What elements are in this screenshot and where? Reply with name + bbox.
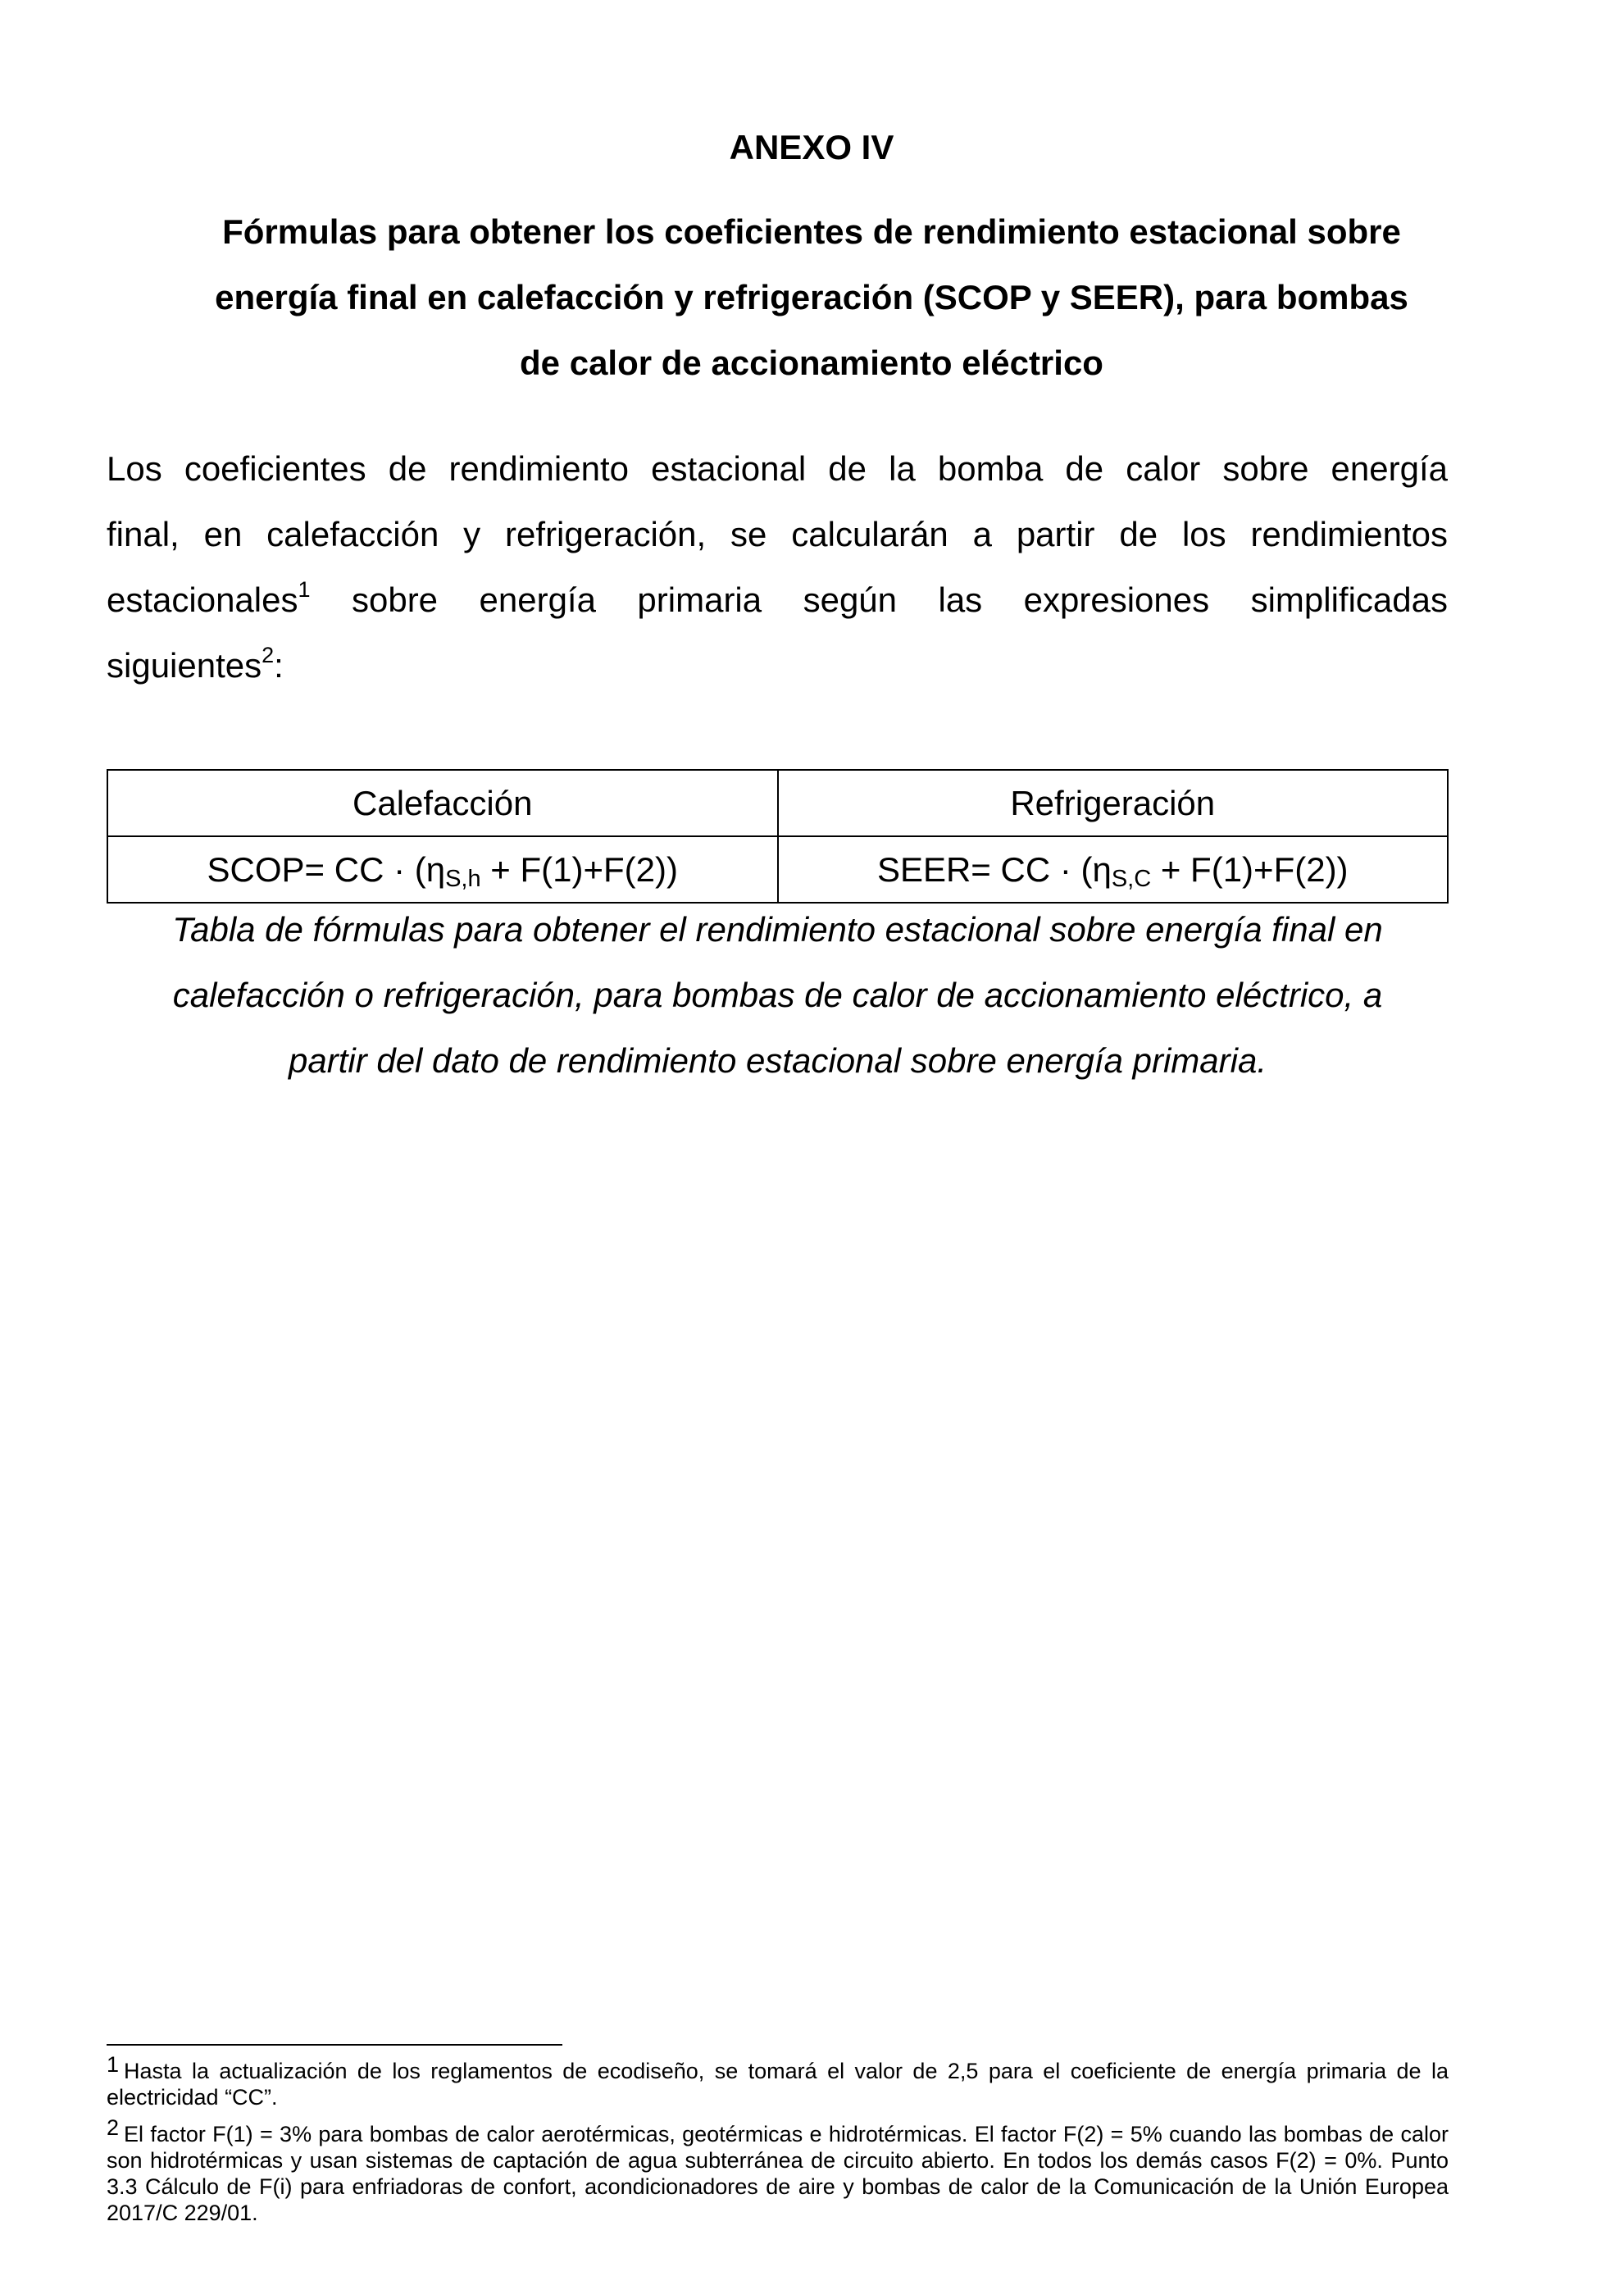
table-caption	[107, 897, 1449, 1094]
table-header-heating: Calefacción	[107, 770, 778, 836]
footnote-ref-2: 2	[262, 643, 275, 667]
subtitle-line: Fórmulas para obtener los coeficientes de rendimiento estacional sobre	[222, 212, 1401, 251]
paragraph-text: estacionales	[107, 580, 298, 619]
formula-subscript: S,h	[445, 866, 481, 892]
formula-subscript: S,C	[1111, 866, 1152, 892]
footnote-2	[107, 2115, 1449, 2226]
paragraph-text: sobre energía primaria según las expresiones simplificadas	[310, 580, 1448, 619]
footnote-ref-1: 1	[298, 577, 311, 602]
scop-formula: SCOP= CC · $(\eta_{S,h} + F(1)+F(2))$	[107, 836, 778, 903]
footnote-1	[107, 2052, 1449, 2110]
table-header-cooling: Refrigeración	[778, 770, 1449, 836]
footnote-text: Hasta la actualización de los reglamentos de ecodiseño, se tomará el valor de 2,5 para el coeficiente de energía primaria de la electricidad “CC”.	[107, 2059, 1449, 2110]
paragraph-text: siguientes	[107, 646, 262, 685]
caption-line: calefacción o refrigeración, para bombas de calor de accionamiento eléctrico, a	[172, 976, 1383, 1014]
footnote-marker: 2	[107, 2115, 120, 2140]
intro-paragraph	[107, 436, 1448, 699]
paragraph-line: final, en calefacción y refrigeración, se calcularán a partir de los rendimientos	[107, 515, 1448, 553]
formulas-table	[107, 769, 1449, 904]
caption-line: Tabla de fórmulas para obtener el rendimiento estacional sobre energía final en	[172, 910, 1383, 949]
footnotes	[107, 2052, 1449, 2237]
annex-title: ANEXO IV	[729, 128, 894, 166]
seer-formula: SEER= CC · $(\eta_{S,C} + F(1)+F(2))$	[778, 836, 1449, 903]
footnote-marker: 1	[107, 2052, 120, 2077]
paragraph-text: :	[274, 646, 284, 685]
table-formula-row	[107, 836, 1448, 903]
paragraph-line: Los coeficientes de rendimiento estacional de la bomba de calor sobre energía	[107, 449, 1448, 488]
subtitle-line: de calor de accionamiento eléctrico	[520, 344, 1103, 382]
subtitle-line: energía final en calefacción y refrigeración (SCOP y SEER), para bombas	[215, 278, 1408, 316]
paragraph-line	[107, 633, 1448, 699]
caption-line: partir del dato de rendimiento estacional sobre energía primaria.	[288, 1041, 1267, 1080]
paragraph-line	[107, 567, 1448, 633]
table-header-row	[107, 770, 1448, 836]
annex-subtitle	[107, 199, 1517, 396]
footnote-separator	[107, 2044, 562, 2046]
footnote-text: El factor F(1) = 3% para bombas de calor aerotérmicas, geotérmicas e hidrotérmicas. El factor F(2) = 5% cuando las bombas de calor son hidrotérmicas y usan sistemas de captación de agua subterránea de circuito abierto. En todos los demás casos F(2) = 0%. Punto 3.3 Cálculo de F(i) para enfriadoras de confort, acondicionadores de aire y bombas de calor de la Comunicación de la Unión Europea 2017/C 229/01.	[107, 2122, 1449, 2225]
